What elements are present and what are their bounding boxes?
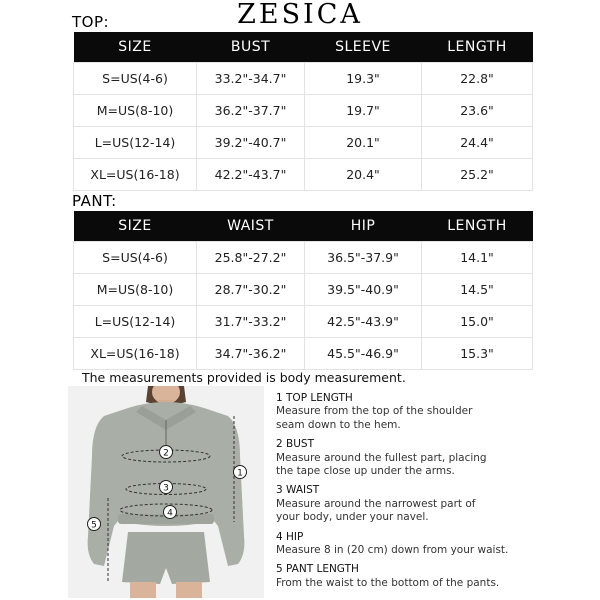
left-leg [130,582,156,598]
top-size-table [73,32,533,191]
measurement-diagram [68,386,264,598]
cell-sleeve: 19.7" [305,94,422,126]
cell-waist: 25.8"-27.2" [197,241,305,273]
cell-length: 23.6" [422,94,533,126]
guide-title: 4 HIP [276,530,304,543]
header-sleeve: SLEEVE [305,32,422,62]
cell-size: S=US(4-6) [74,241,197,273]
cell-size: S=US(4-6) [74,62,197,94]
marker-1 [234,466,247,479]
table-row [74,62,533,94]
guide-desc-line: Measure from the top of the shoulder [276,405,473,418]
cell-length: 22.8" [422,62,533,94]
cell-length: 15.0" [422,305,533,337]
cell-waist: 34.7"-36.2" [197,337,305,369]
cell-waist: 31.7"-33.2" [197,305,305,337]
table-row [74,94,533,126]
guide-pant-length [276,563,536,590]
pant-section-label: PANT: [72,192,117,210]
cell-length: 25.2" [422,158,533,190]
guide-top-length [276,392,536,432]
header-length: LENGTH [422,32,533,62]
header-size: SIZE [74,32,197,62]
cell-bust: 39.2"-40.7" [197,126,305,158]
top-section-label: TOP: [72,13,110,31]
measurement-guide [276,392,536,596]
marker-1-label: 1 [237,468,243,479]
guide-title: 5 PANT LENGTH [276,563,359,576]
marker-3-label: 3 [163,483,169,494]
cell-size: XL=US(16-18) [74,158,197,190]
table-row [74,241,533,273]
header-length: LENGTH [422,211,533,241]
marker-4-label: 4 [167,508,173,519]
table-row [74,158,533,190]
model-photo [68,386,264,598]
brand-logo: ZESICA [237,0,363,30]
guide-desc-line: the tape close up under the arms. [276,465,455,478]
guide-desc-line: Measure around the fullest part, placing [276,451,487,464]
table-row [74,273,533,305]
table-header-row [74,32,533,62]
cell-hip: 36.5"-37.9" [305,241,422,273]
cell-sleeve: 20.1" [305,126,422,158]
marker-4 [164,506,177,519]
cell-size: M=US(8-10) [74,273,197,305]
guide-desc-line: From the waist to the bottom of the pants. [276,576,500,589]
marker-2 [160,446,173,459]
header-waist: WAIST [197,211,305,241]
cell-waist: 28.7"-30.2" [197,273,305,305]
cell-sleeve: 19.3" [305,62,422,94]
header-hip: HIP [305,211,422,241]
cell-bust: 33.2"-34.7" [197,62,305,94]
table-row [74,337,533,369]
guide-title: 2 BUST [276,438,314,451]
header-bust: BUST [197,32,305,62]
cell-bust: 36.2"-37.7" [197,94,305,126]
cell-length: 14.1" [422,241,533,273]
measurement-note: The measurements provided is body measurement. [82,370,406,385]
cell-hip: 45.5"-46.9" [305,337,422,369]
table-row [74,126,533,158]
cell-bust: 42.2"-43.7" [197,158,305,190]
pant-size-table [73,211,533,370]
guide-title: 1 TOP LENGTH [276,392,353,404]
cell-length: 15.3" [422,337,533,369]
table-header-row [74,211,533,241]
shorts-shape [122,532,210,584]
marker-2-label: 2 [163,448,169,459]
guide-desc-line: Measure 8 in (20 cm) down from your waist. [276,544,509,557]
cell-sleeve: 20.4" [305,158,422,190]
header-size: SIZE [74,211,197,241]
right-leg [176,582,202,598]
guide-desc-line: your body, under your navel. [276,511,429,524]
cell-size: L=US(12-14) [74,126,197,158]
cell-hip: 42.5"-43.9" [305,305,422,337]
cell-size: XL=US(16-18) [74,337,197,369]
marker-3 [160,481,173,494]
marker-5-label: 5 [91,520,97,531]
guide-title: 3 WAIST [276,484,320,497]
cell-length: 14.5" [422,273,533,305]
marker-5 [88,518,101,531]
cell-length: 24.4" [422,126,533,158]
cell-size: M=US(8-10) [74,94,197,126]
guide-hip [276,531,536,558]
guide-desc-line: seam down to the hem. [276,418,401,431]
cell-hip: 39.5"-40.9" [305,273,422,305]
table-row [74,305,533,337]
guide-bust [276,438,536,478]
guide-waist [276,484,536,524]
guide-desc-line: Measure around the narrowest part of [276,497,476,510]
cell-size: L=US(12-14) [74,305,197,337]
